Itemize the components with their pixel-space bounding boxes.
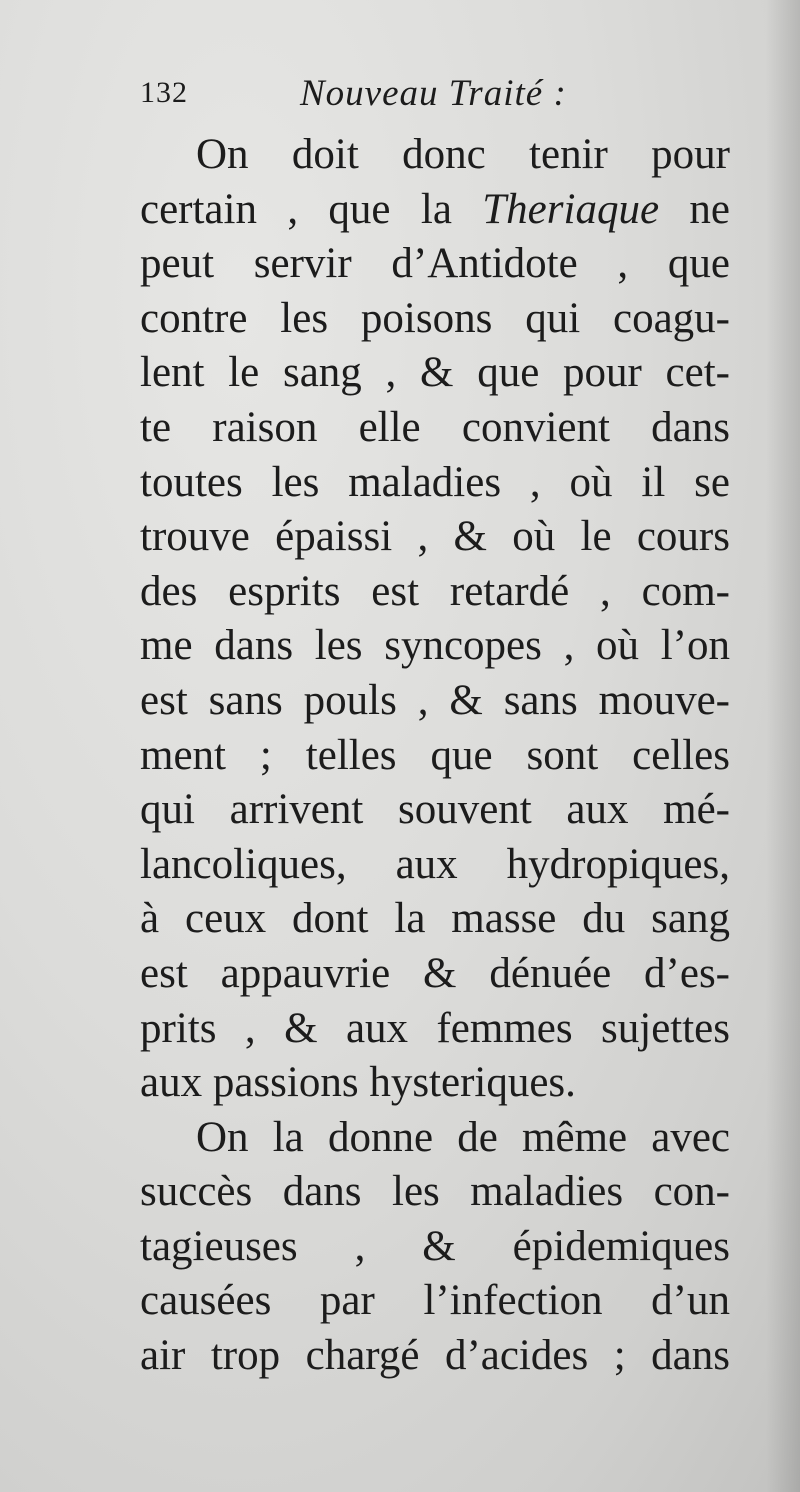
running-title: Nouveau Traité : [300, 73, 567, 114]
text-line: qui arrivent souvent aux mé- [140, 786, 730, 834]
text-line: On la donne de même avec [196, 1113, 730, 1161]
text-line: On doit donc tenir pour [196, 131, 730, 178]
body-text [140, 128, 730, 1384]
text-line: peut servir d’Antidote , que [140, 240, 730, 288]
text-line: toutes les maladies , où il se [140, 458, 730, 506]
text-line: contre les poisons qui coagu- [140, 294, 730, 342]
text-line: lent le sang , & que pour cet- [140, 349, 730, 397]
paragraph-2 [140, 1111, 730, 1384]
text-line: air trop chargé d’acides ; dans [140, 1332, 730, 1380]
italic-term: Theriaque [482, 185, 660, 233]
text-line: trouve épaissi , & où le cours [140, 513, 730, 561]
text-line: tagieuses , & épidemiques [140, 1222, 730, 1270]
text-line: des esprits est retardé , com- [140, 567, 730, 615]
text-line: prits , & aux femmes sujettes [140, 1004, 730, 1052]
text-line: me dans les syncopes , où l’on [140, 622, 730, 670]
text-line: est sans pouls , & sans mouve- [140, 676, 730, 724]
text-line: succès dans les maladies con- [140, 1168, 730, 1216]
text-line: aux passions hysteriques. [140, 1059, 576, 1107]
text-line: est appauvrie & dénuée d’es- [140, 949, 730, 997]
text-segment: ne [659, 185, 730, 233]
text-line [140, 183, 730, 238]
page-number: 132 [140, 76, 188, 109]
paragraph-1 [140, 128, 730, 1111]
page-header [140, 72, 760, 116]
text-line: à ceux dont la masse du sang [140, 895, 730, 943]
text-segment: certain , que la [140, 185, 483, 233]
text-line: lancoliques, aux hydropiques, [140, 840, 730, 888]
text-line: te raison elle convient dans [140, 403, 730, 451]
text-line: causées par l’infection d’un [140, 1277, 730, 1325]
text-line: ment ; telles que sont celles [140, 731, 730, 779]
